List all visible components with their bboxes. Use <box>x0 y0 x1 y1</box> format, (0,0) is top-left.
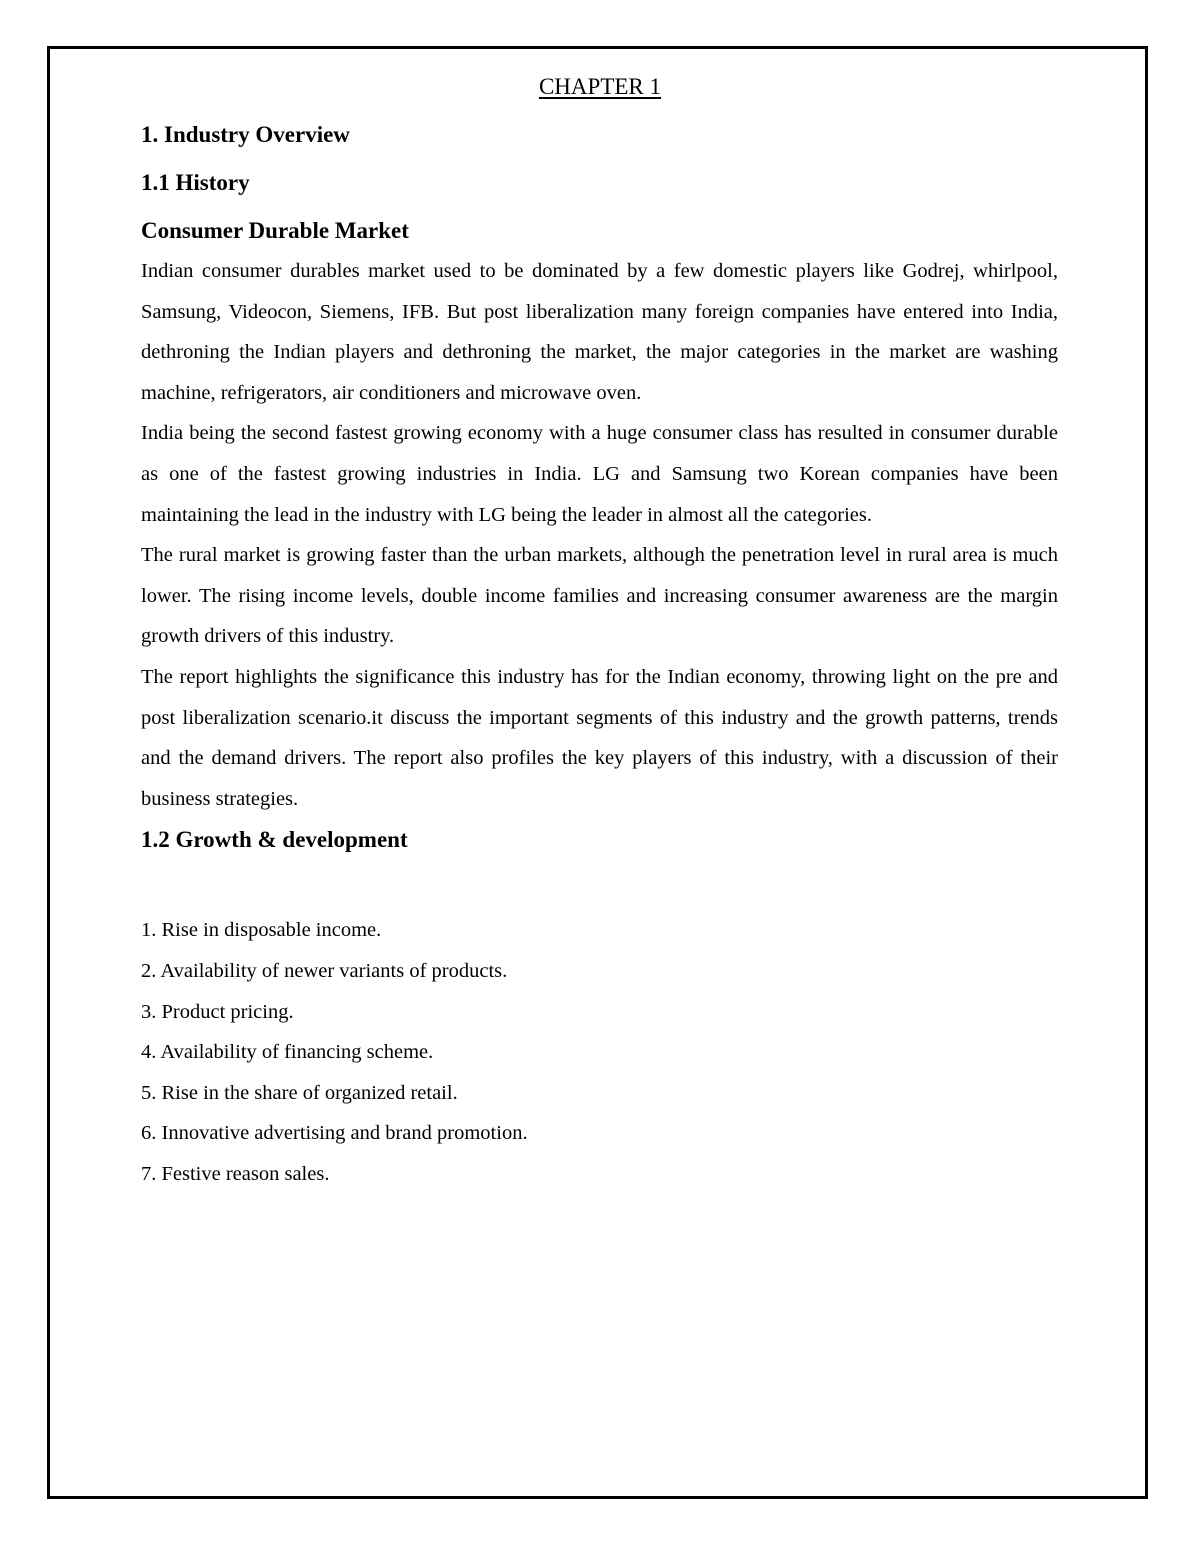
paragraph-rural-market: The rural market is growing faster than the urban markets, although the penetration level in rural area is much lower. The rising income levels, double income families and increasing consumer awareness are the margin growth drivers of this industry. <box>141 544 1058 648</box>
paragraph-market-intro: Indian consumer durables market used to be dominated by a few domestic players like Godrej, whirlpool, Samsung, Videocon, Siemens, IFB. But post liberalization many foreign companies have entered into India, dethroning the Indian players and dethroning the market, the major categories in the market are washing machine, refrigerators, air conditioners and microwave oven. <box>141 260 1058 404</box>
list-item: 1. Rise in disposable income. <box>141 919 382 942</box>
list-item: 2. Availability of newer variants of products. <box>141 959 508 982</box>
heading-consumer-durable-market: Consumer Durable Market <box>141 218 409 243</box>
heading-growth-development: 1.2 Growth & development <box>141 827 408 853</box>
chapter-title: CHAPTER 1 <box>538 74 662 99</box>
list-item: 5. Rise in the share of organized retail. <box>141 1081 458 1104</box>
list-item: 4. Availability of financing scheme. <box>141 1041 434 1064</box>
paragraph-economy-growth: India being the second fastest growing economy with a huge consumer class has resulted in consumer durable as one of the fastest growing industries in India. LG and Samsung two Korean companies have been maintaining the lead in the industry with LG being the leader in almost all the categories. <box>141 422 1058 526</box>
list-item: 7. Festive reason sales. <box>141 1162 330 1185</box>
paragraph-report-highlights: The report highlights the significance this industry has for the Indian economy, throwing light on the pre and post liberalization scenario.it discuss the important segments of this industry and the growth patterns, trends and the demand drivers. The report also profiles the key players of this industry, with a discussion of their business strategies. <box>141 665 1058 810</box>
heading-history: 1.1 History <box>141 170 250 195</box>
list-item: 6. Innovative advertising and brand promotion. <box>141 1122 528 1145</box>
list-item: 3. Product pricing. <box>141 1000 294 1023</box>
document-body <box>141 120 1058 1194</box>
growth-drivers-list <box>141 910 1058 1194</box>
heading-industry-overview: 1. Industry Overview <box>141 122 350 147</box>
